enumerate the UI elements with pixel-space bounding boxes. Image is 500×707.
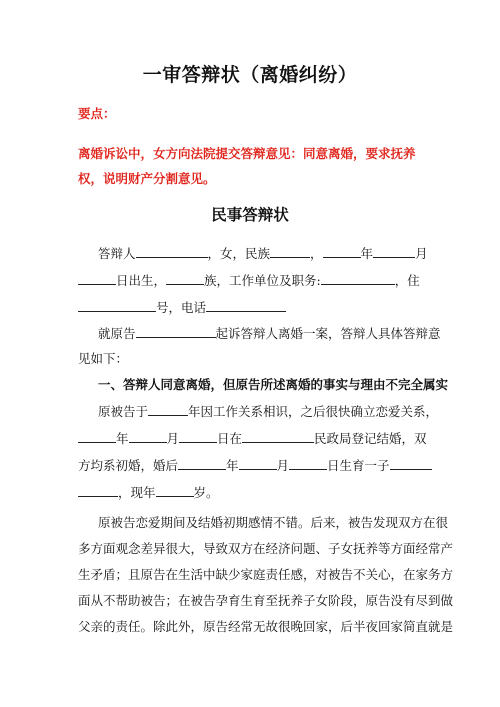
blank-son-age	[156, 482, 194, 497]
blank-birth-day	[289, 455, 327, 470]
section-title: 民事答辩状	[211, 205, 289, 224]
body-line: 见如下：	[78, 351, 129, 366]
blank-address	[78, 297, 156, 312]
blank-ethnic-group	[166, 270, 204, 285]
paragraph-line: 原被告恋爱期间及结婚初期感情不错。后来，被告发现双方在很	[98, 515, 449, 530]
blank-marriage-month	[129, 428, 167, 443]
blank-phone	[206, 297, 286, 312]
body-line: 答辩人 ，女，民族 ， 年 月	[78, 243, 450, 263]
blank-marriage-year	[78, 428, 116, 443]
body-line: 年 月 日在 民政局登记结婚，双	[78, 428, 430, 448]
document-title: 一审答辩状（离婚纠纷）	[142, 64, 358, 86]
section-heading: 一、答辩人同意离婚，但原告所述离婚的事实与理由不完全属实	[98, 377, 449, 392]
blank-marriage-day	[179, 428, 217, 443]
paragraph-line: 面从不帮助被告；在被告孕育生育至抚养子女阶段，原告没有尽到做	[78, 593, 454, 608]
blank-birth-month	[239, 455, 277, 470]
key-points-text: 离婚诉讼中，女方向法院提交答辩意见：同意离婚，要求抚养权，说明财产分割意见。	[78, 146, 416, 186]
body-line: ，现年 岁。	[78, 482, 430, 502]
blank-son-name	[390, 455, 432, 470]
blank-ethnicity	[270, 243, 310, 258]
paragraph-line: 父亲的责任。除此外，原告经常无故很晚回家，后半夜回家简直就是	[78, 619, 454, 634]
blank-name	[136, 243, 208, 258]
blank-meet-year	[148, 401, 188, 416]
blank-day	[78, 270, 116, 285]
paragraph-line: 多方面观念差异很大，导致双方在经济问题、子女抚养等方面经常产	[78, 541, 454, 556]
body-line: 就原告 起诉答辩人离婚一案，答辩人具体答辩意	[78, 323, 450, 343]
paragraph-line: 生矛盾；且原告在生活中缺少家庭责任感，对被告不关心，在家务方	[78, 567, 454, 582]
body-line: 号，电话	[78, 297, 430, 317]
blank-plaintiff	[136, 323, 216, 338]
blank-month	[373, 243, 415, 258]
blank-birth-year	[178, 455, 226, 470]
body-line: 方均系初婚，婚后 年 月 日生育一子	[78, 455, 430, 475]
blank-year	[323, 243, 361, 258]
key-points-label: 要点：	[78, 106, 116, 121]
blank-employer	[321, 270, 395, 285]
body-line: 日出生， 族，工作单位及职务: ，住	[78, 270, 430, 290]
body-line: 原被告于 年因工作关系相识，之后很快确立恋爱关系，	[78, 401, 450, 421]
blank-registry	[242, 428, 314, 443]
blank-son-name-cont	[78, 482, 118, 497]
